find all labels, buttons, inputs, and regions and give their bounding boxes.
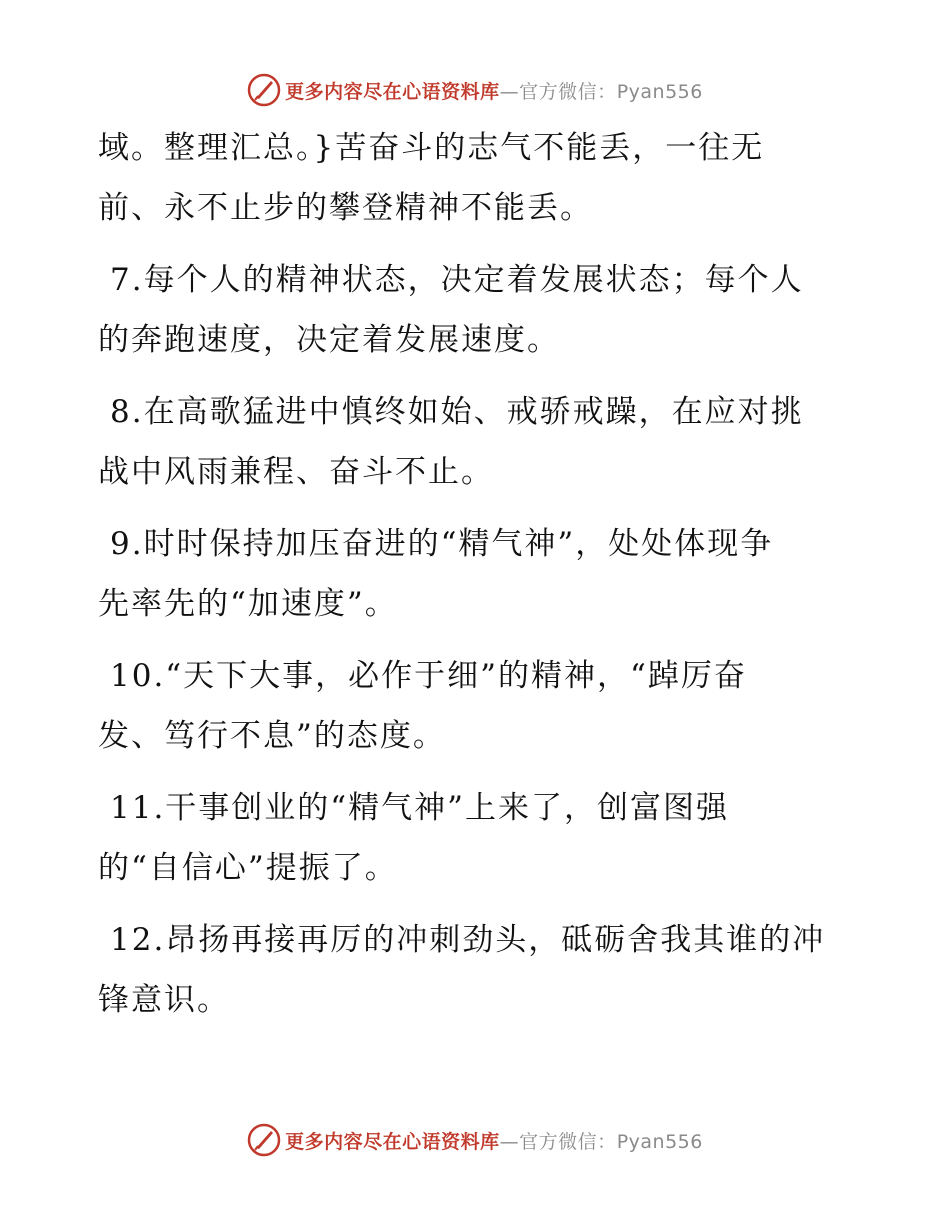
watermark-wechat-id: Pyan556	[616, 80, 703, 103]
footer-watermark	[0, 1120, 950, 1160]
text-line: 7.每个人的精神状态，决定着发展状态；每个人	[110, 262, 804, 298]
list-item-8	[98, 382, 858, 502]
paragraph-continued	[98, 118, 858, 238]
text-line: 域。整理汇总。}苦奋斗的志气不能丢，一往无	[98, 130, 765, 166]
feather-pen-logo-icon	[247, 73, 281, 107]
list-item-10	[98, 646, 858, 766]
document-body	[98, 118, 858, 1042]
text-line: 12.昂扬再接再厉的冲刺劲头，砥砺舍我其谁的冲	[110, 922, 826, 958]
text-line: 11.干事创业的“精气神”上来了，创富图强	[110, 790, 729, 826]
text-line: 锋意识。	[98, 982, 230, 1018]
watermark-brand: 更多内容尽在心语资料库	[285, 80, 500, 103]
text-line: 10.“天下大事，必作于细”的精神，“踔厉奋	[110, 658, 747, 694]
watermark-wechat-id: Pyan556	[616, 1130, 703, 1153]
list-item-12	[98, 910, 858, 1030]
watermark-dash: —	[499, 1130, 520, 1153]
watermark-wechat-label: 官方微信：	[519, 1130, 617, 1153]
list-item-9	[98, 514, 858, 634]
text-line: 发、笃行不息”的态度。	[98, 718, 446, 754]
feather-pen-logo-icon	[247, 1123, 281, 1157]
text-line: 8.在高歌猛进中慎终如始、戒骄戒躁，在应对挑	[110, 394, 804, 430]
text-line: 的奔跑速度，决定着发展速度。	[98, 322, 560, 358]
list-item-7	[98, 250, 858, 370]
text-line: 战中风雨兼程、奋斗不止。	[98, 454, 494, 490]
watermark-text	[285, 1127, 703, 1154]
watermark-wechat-label: 官方微信：	[519, 80, 617, 103]
text-line: 的“自信心”提振了。	[98, 850, 398, 886]
text-line: 前、永不止步的攀登精神不能丢。	[98, 190, 593, 226]
text-line: 先率先的“加速度”。	[98, 586, 398, 622]
text-line: 9.时时保持加压奋进的“精气神”，处处体现争	[110, 526, 774, 562]
watermark-brand: 更多内容尽在心语资料库	[285, 1130, 500, 1153]
list-item-11	[98, 778, 858, 898]
watermark-dash: —	[499, 80, 520, 103]
watermark-text	[285, 77, 703, 104]
header-watermark	[0, 70, 950, 110]
